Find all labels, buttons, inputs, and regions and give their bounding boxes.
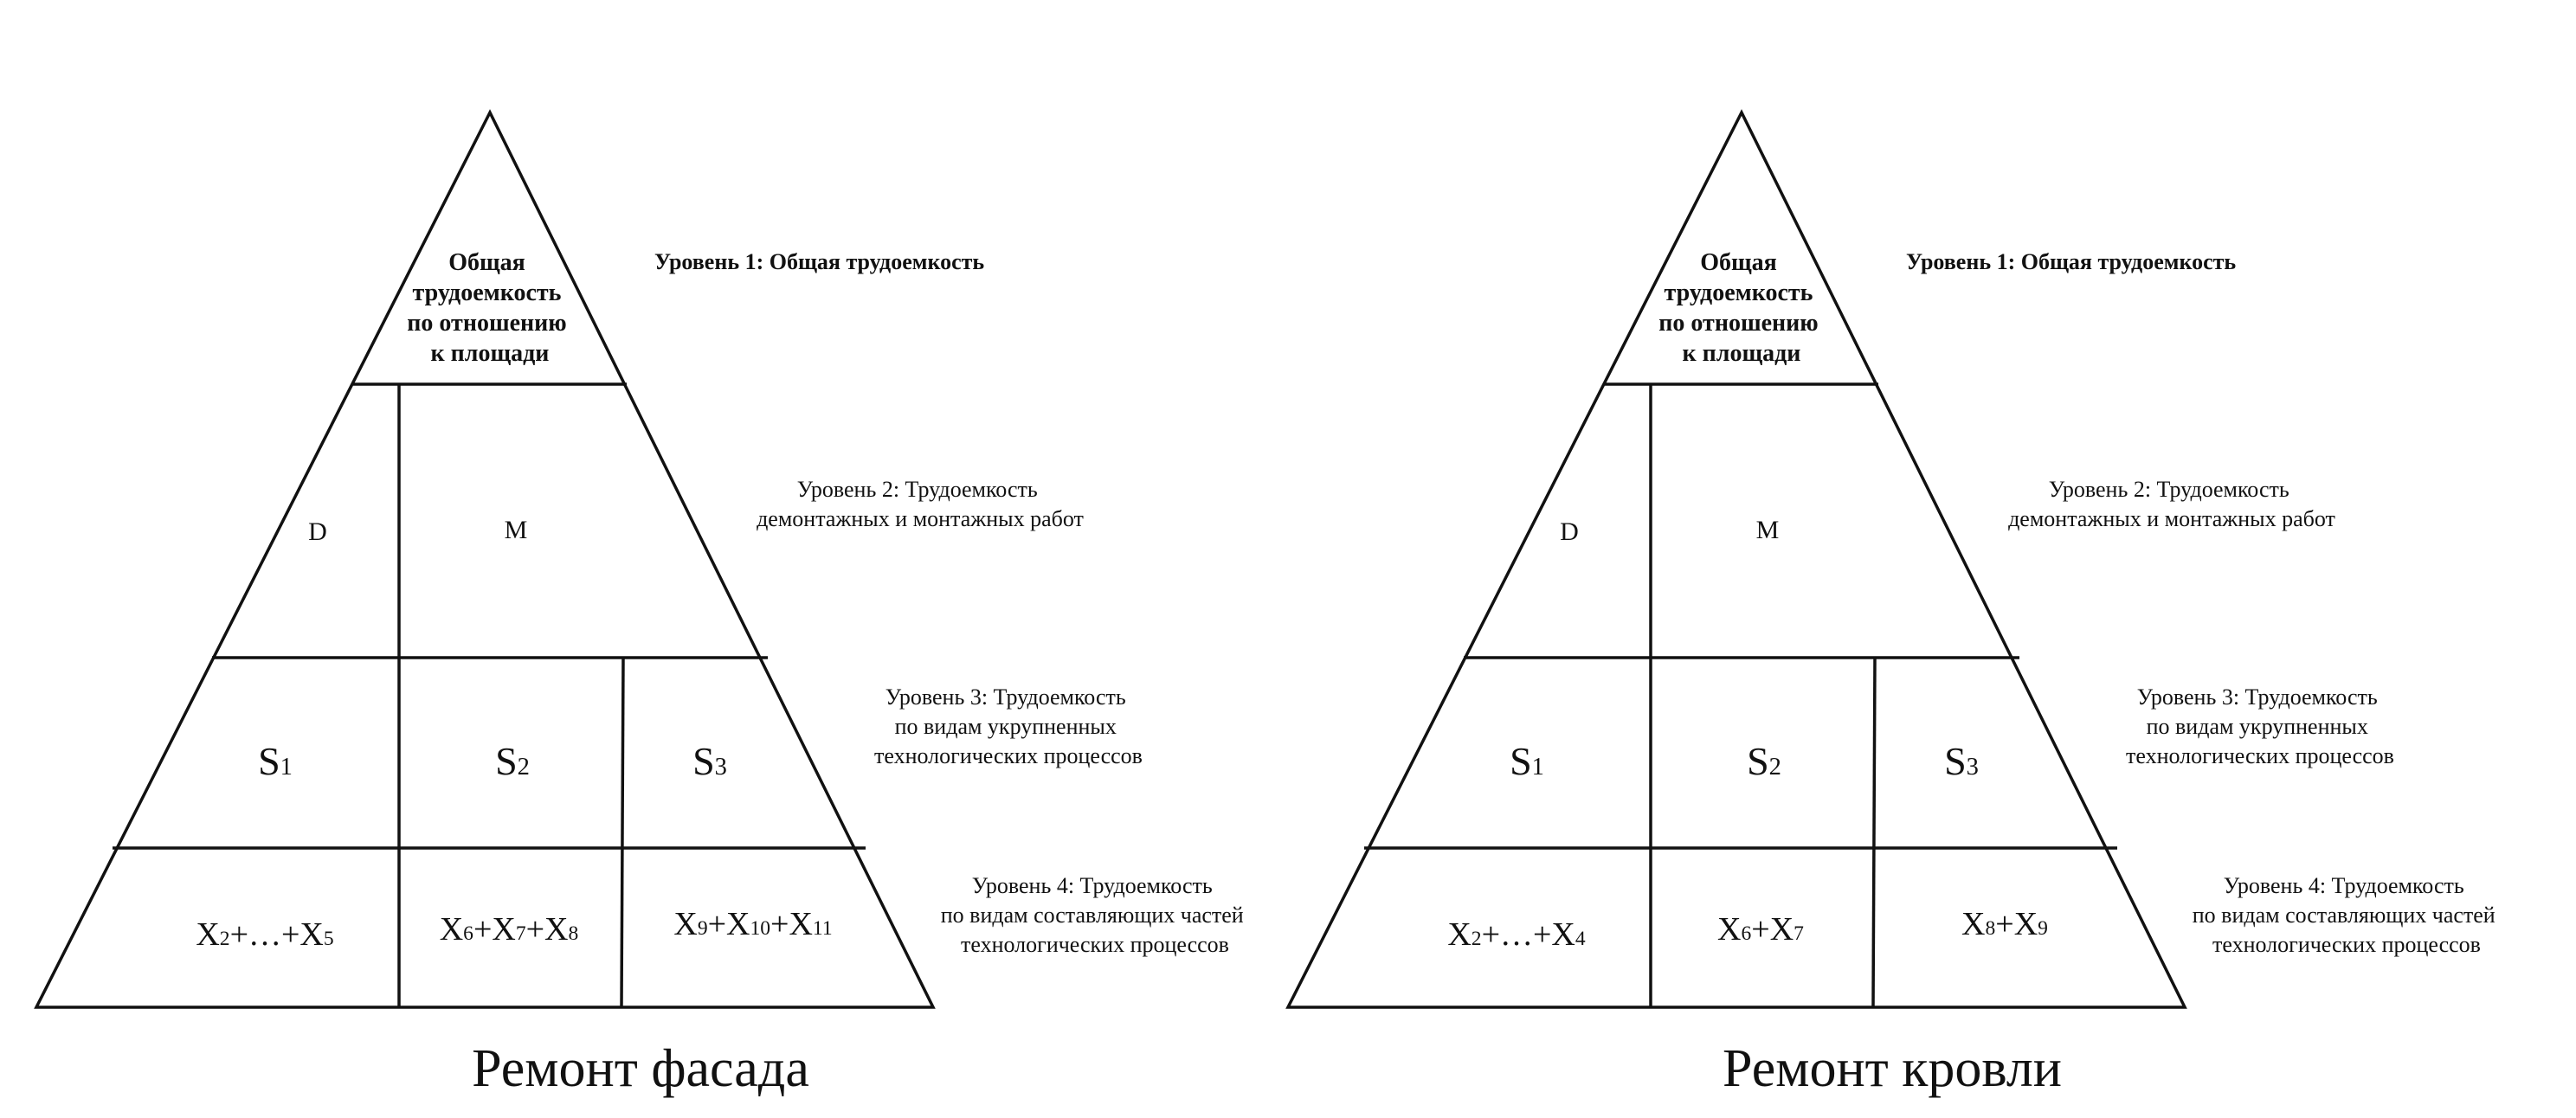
level-line: Уровень 4: Трудоемкость	[2223, 873, 2464, 898]
formula-term: X	[1447, 916, 1472, 953]
cell-divider	[1873, 658, 1875, 1007]
cell-base: S	[258, 739, 280, 783]
formula-term: +X	[1995, 906, 2038, 942]
formula-subscript: 8	[568, 922, 579, 945]
apex-line: к площади	[1682, 340, 1801, 367]
cell-s3	[1944, 739, 1979, 783]
cell-base: S	[1747, 739, 1769, 783]
level-line: технологических процессов	[2212, 932, 2481, 957]
formula-subscript: 9	[2038, 917, 2048, 940]
apex-line: трудоемкость	[1664, 280, 1813, 306]
level1-description: Уровень 1: Общая трудоемкость	[1906, 249, 2237, 274]
formula-subscript: 6	[1741, 922, 1752, 945]
level-line: по видам составляющих частей	[2192, 903, 2496, 928]
formula-term: +X	[770, 906, 813, 942]
level-line: демонтажных и монтажных работ	[2008, 506, 2335, 531]
level-line: технологических процессов	[961, 932, 1229, 957]
pyramid-roof	[1288, 112, 2501, 1098]
formula-term: X	[1961, 906, 1986, 942]
cell-x-sum-3	[1961, 906, 2048, 942]
level-line: Уровень 2: Трудоемкость	[2048, 477, 2289, 502]
level-line: технологических процессов	[2126, 743, 2394, 768]
level-line: по видам составляющих частей	[940, 903, 1244, 928]
cell-base: S	[1944, 739, 1967, 783]
level-line: Уровень 4: Трудоемкость	[971, 873, 1213, 898]
formula-subscript: 2	[1471, 928, 1482, 950]
apex-line: трудоемкость	[412, 280, 562, 306]
level3-description	[874, 684, 1143, 768]
level1-description: Уровень 1: Общая трудоемкость	[654, 249, 985, 274]
cell-divider	[621, 658, 623, 1007]
level2-description	[757, 477, 1084, 531]
cell-subscript: 3	[1966, 754, 1979, 781]
cell-installation: M	[1755, 516, 1780, 544]
pyramid-caption: Ремонт фасада	[472, 1039, 809, 1098]
formula-subscript: 11	[812, 917, 833, 940]
pyramid-facade	[36, 112, 1249, 1098]
level3-description	[2126, 684, 2394, 768]
cell-x-sum-1	[196, 916, 333, 953]
level-line: Уровень 2: Трудоемкость	[796, 477, 1038, 502]
cell-installation: M	[504, 516, 528, 544]
cell-base: S	[495, 739, 518, 783]
cell-s2	[1747, 739, 1781, 783]
formula-term: +X	[707, 906, 750, 942]
formula-subscript: 8	[1985, 917, 1996, 940]
formula-term: X	[1717, 911, 1742, 948]
level-line: Уровень 3: Трудоемкость	[885, 684, 1126, 710]
level-line: по видам укрупненных	[894, 714, 1117, 739]
formula-term: X	[196, 916, 220, 953]
formula-subscript: 5	[323, 928, 334, 950]
formula-subscript: 2	[219, 928, 230, 950]
level2-description	[2008, 477, 2335, 531]
formula-subscript: 7	[1794, 922, 1804, 945]
cell-s2	[495, 739, 530, 783]
formula-term: +X	[1751, 911, 1794, 948]
cell-subscript: 1	[280, 754, 293, 781]
level4-description	[2193, 873, 2501, 957]
cell-subscript: 1	[1531, 754, 1544, 781]
formula-subscript: 10	[750, 917, 771, 940]
cell-s3	[692, 739, 727, 783]
formula-term: X	[439, 911, 464, 948]
apex-label	[407, 249, 572, 367]
pyramid-caption: Ремонт кровли	[1723, 1039, 2062, 1098]
cell-s1	[1510, 739, 1544, 783]
formula-term: +X	[473, 911, 516, 948]
cell-demolition: D	[308, 517, 327, 546]
apex-line: по отношению	[1658, 310, 1819, 337]
apex-label	[1658, 249, 1824, 367]
level-line: технологических процессов	[874, 743, 1143, 768]
formula-term: X	[673, 906, 698, 942]
formula-term: +X	[525, 911, 569, 948]
apex-line: Общая	[1700, 249, 1777, 276]
level4-description	[941, 873, 1249, 957]
cell-x-sum-3	[673, 906, 832, 942]
cell-demolition: D	[1560, 517, 1579, 546]
apex-line: к площади	[430, 340, 550, 367]
formula-subscript: 9	[697, 917, 708, 940]
cell-x-sum-1	[1447, 916, 1586, 953]
cell-base: S	[692, 739, 715, 783]
cell-subscript: 2	[1768, 754, 1781, 781]
formula-term: +…+X	[229, 916, 324, 953]
formula-term: +…+X	[1481, 916, 1575, 953]
apex-line: по отношению	[407, 310, 567, 337]
level-line: Уровень 3: Трудоемкость	[2136, 684, 2378, 710]
cell-x-sum-2	[1717, 911, 1804, 948]
pyramid-outline	[1288, 112, 2185, 1007]
pyramid-outline	[36, 112, 933, 1007]
level-line: по видам укрупненных	[2146, 714, 2368, 739]
apex-line: Общая	[448, 249, 525, 276]
cell-subscript: 3	[714, 754, 727, 781]
cell-subscript: 2	[517, 754, 530, 781]
formula-subscript: 7	[515, 922, 526, 945]
formula-subscript: 4	[1575, 928, 1586, 950]
cell-s1	[258, 739, 293, 783]
formula-subscript: 6	[463, 922, 473, 945]
level-line: демонтажных и монтажных работ	[757, 506, 1084, 531]
cell-base: S	[1510, 739, 1532, 783]
cell-x-sum-2	[440, 911, 579, 948]
